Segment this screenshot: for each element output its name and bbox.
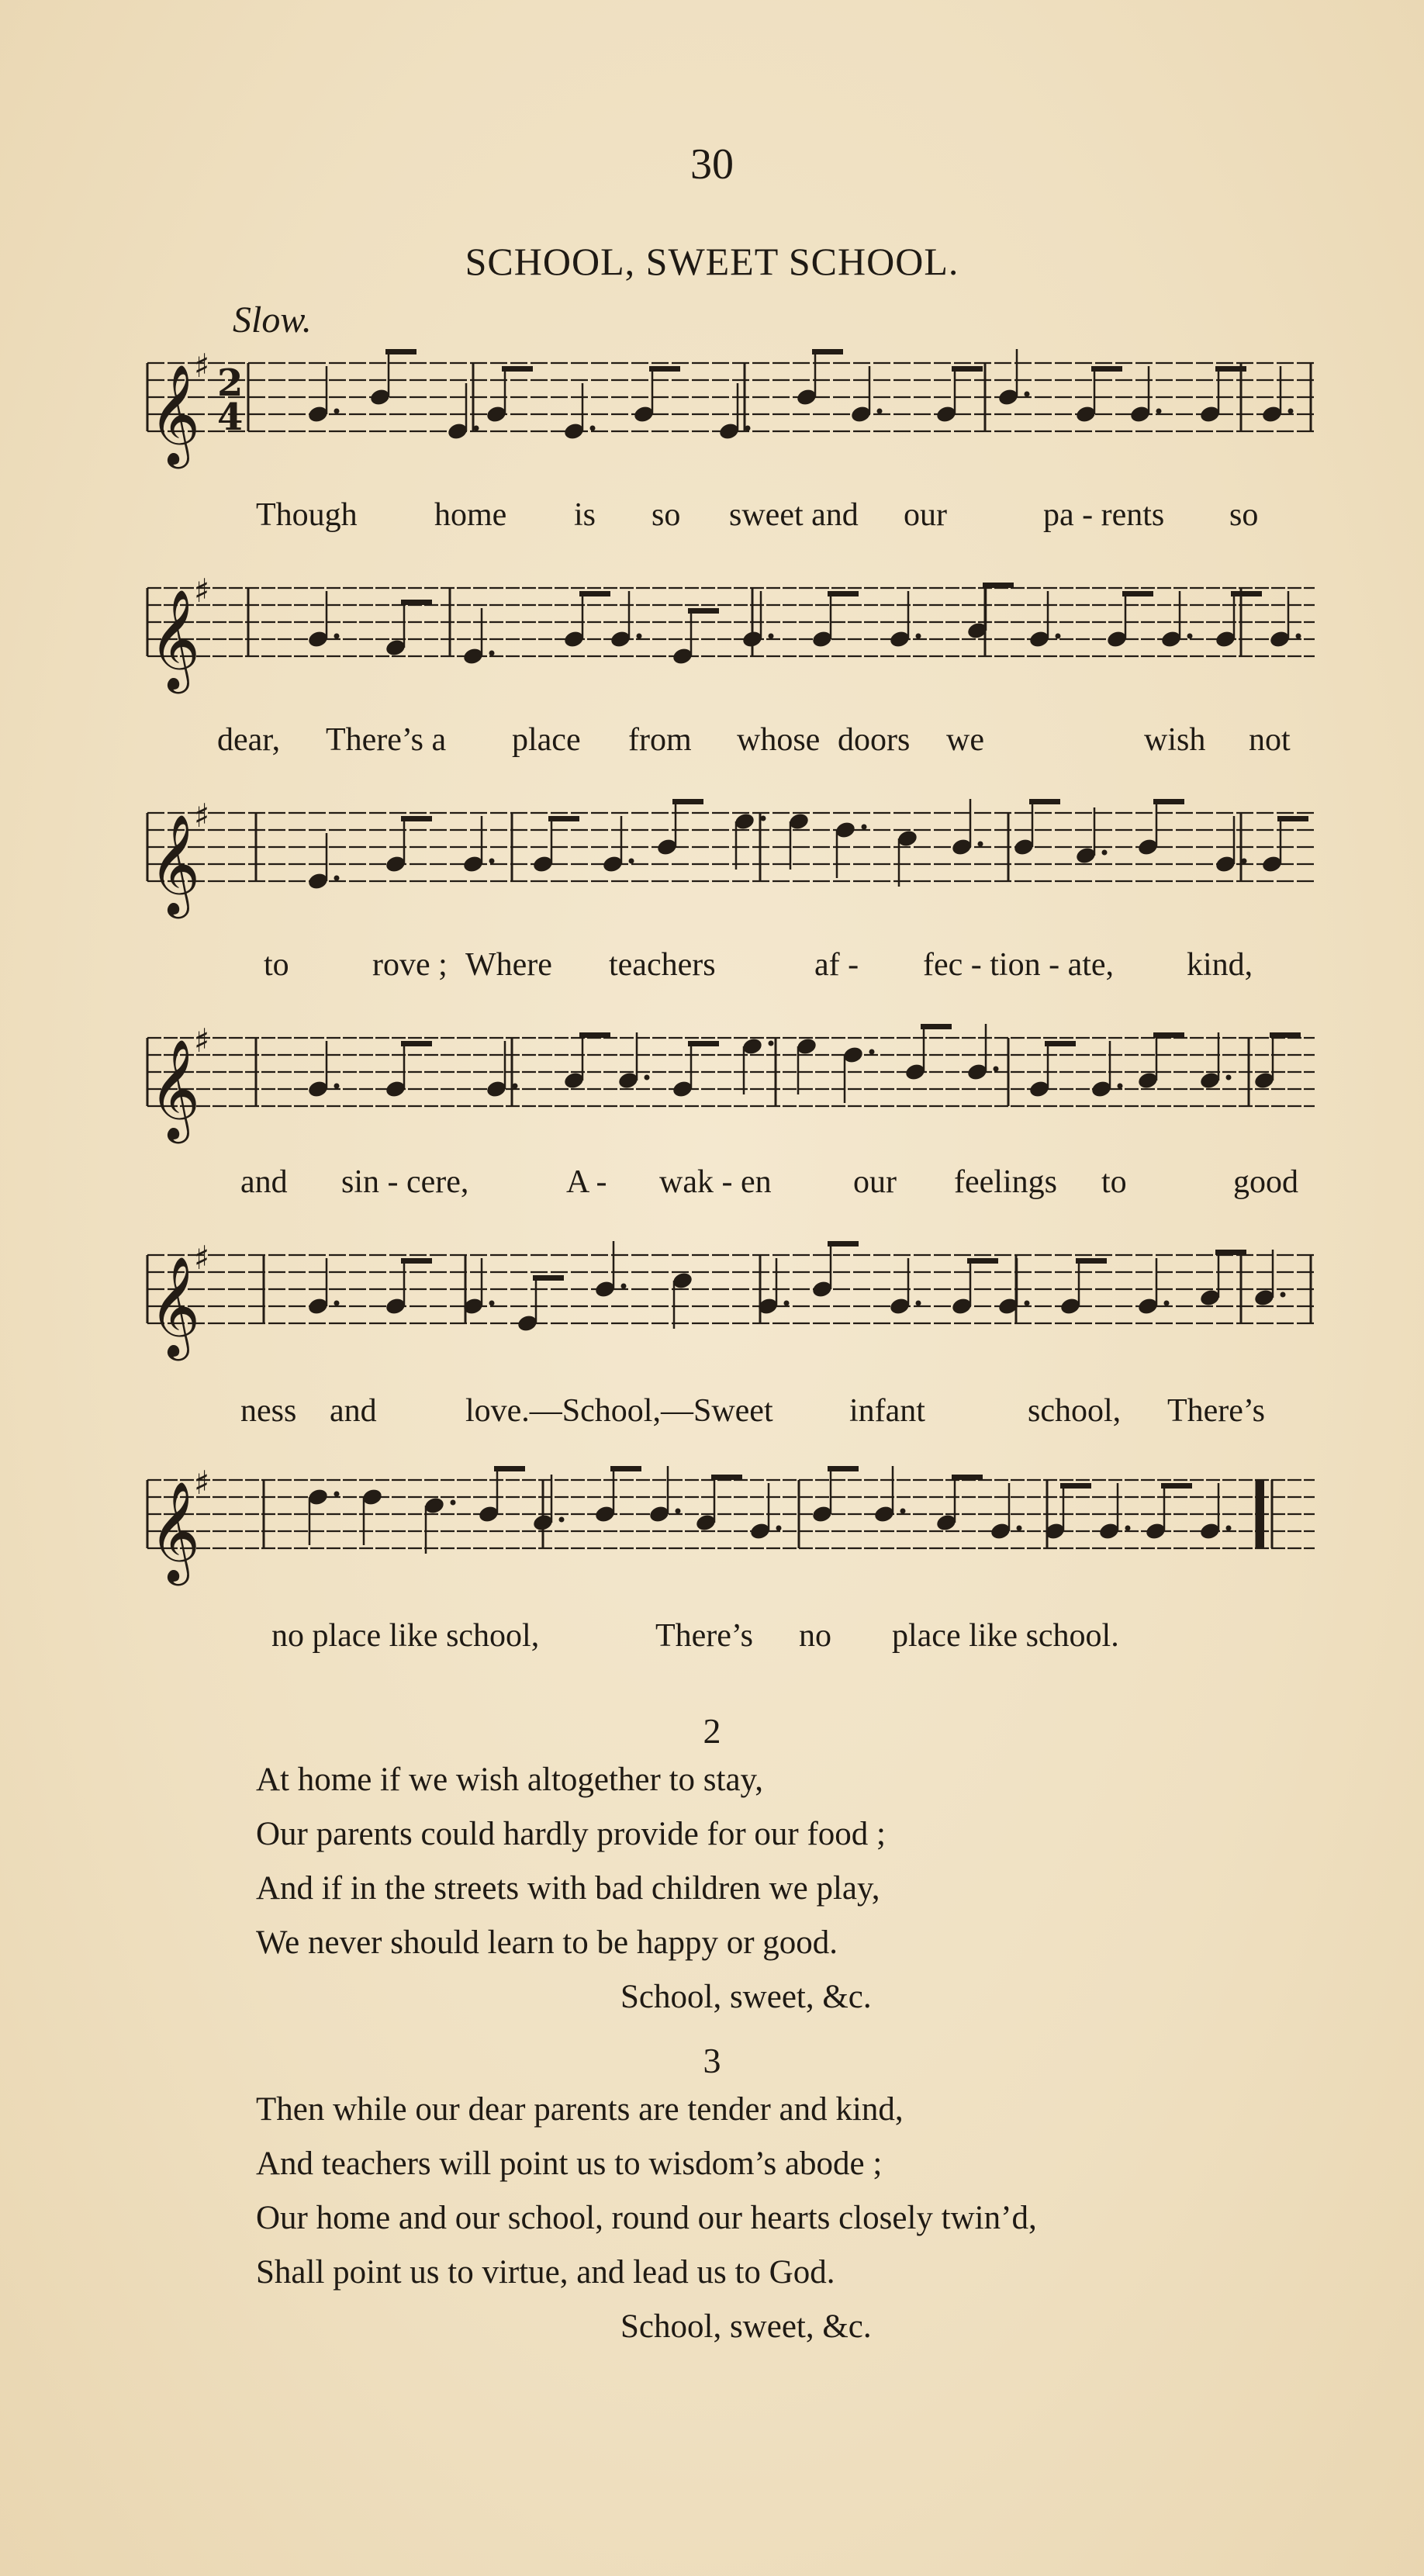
lyric-line-6 — [140, 1617, 1319, 1664]
verse-number: 2 — [703, 1711, 721, 1751]
lyric-word: There’s a — [326, 722, 447, 758]
lyric-word: doors — [838, 722, 911, 758]
lyric-word: home — [434, 497, 507, 533]
lyric-word: place like school. — [892, 1618, 1119, 1654]
music-system-4 — [140, 1008, 1319, 1226]
lyric-word: to — [264, 947, 289, 983]
lyric-word: no — [799, 1618, 831, 1654]
lyric-word: from — [628, 722, 692, 758]
svg-text:♯: ♯ — [194, 797, 210, 835]
svg-text:2: 2 — [217, 361, 244, 405]
svg-text:𝄞: 𝄞 — [149, 364, 201, 465]
song-title: SCHOOL, SWEET SCHOOL. — [465, 240, 959, 283]
lyric-word: infant — [849, 1393, 925, 1429]
lyric-word: and — [330, 1393, 377, 1429]
lyric-word: sweet and — [729, 497, 859, 533]
lyric-word: ness — [240, 1393, 297, 1429]
lyric-word: no place like school, — [271, 1618, 540, 1654]
lyric-word: feelings — [954, 1164, 1057, 1200]
lyric-word: af - — [814, 947, 859, 983]
svg-text:♯: ♯ — [194, 347, 210, 385]
svg-text:𝄞: 𝄞 — [149, 814, 201, 915]
verse-refrain: School, sweet, &c. — [620, 2308, 872, 2345]
music-system-2 — [140, 558, 1319, 776]
svg-text:♯: ♯ — [194, 1464, 210, 1502]
lyric-line-1 — [140, 496, 1319, 543]
verse-line: At home if we wish altogether to stay, — [256, 1762, 764, 1798]
lyric-word: wish — [1144, 722, 1206, 758]
lyric-word: sin - cere, — [341, 1164, 469, 1200]
verse-number: 3 — [703, 2041, 721, 2080]
lyric-word: There’s — [1167, 1393, 1265, 1429]
music-system-6 — [140, 1451, 1319, 1668]
music-staff-6 — [140, 1451, 1319, 1606]
music-staff-5 — [140, 1226, 1319, 1381]
music-system-3 — [140, 783, 1319, 1001]
verse-line: Our home and our school, round our hearts closely twin’d, — [256, 2200, 1037, 2236]
music-staff-4 — [140, 1008, 1319, 1164]
lyric-word: good — [1233, 1164, 1298, 1200]
svg-text:♯: ♯ — [194, 572, 210, 610]
svg-text:♯: ♯ — [194, 1239, 210, 1277]
lyric-word: is — [574, 497, 596, 533]
tempo-marking: Slow. — [233, 299, 312, 341]
lyric-line-5 — [140, 1392, 1319, 1439]
verse-refrain: School, sweet, &c. — [620, 1979, 872, 2015]
lyric-line-2 — [140, 721, 1319, 768]
lyric-word: so — [652, 497, 681, 533]
verse-line: And teachers will point us to wisdom’s abode ; — [256, 2146, 883, 2182]
lyric-word: A - — [566, 1164, 607, 1200]
lyric-word: There’s — [655, 1618, 753, 1654]
lyric-word: rove ; — [372, 947, 448, 983]
verse-line: Our parents could hardly provide for our food ; — [256, 1816, 887, 1852]
verse-line: Then while our dear parents are tender and kind, — [256, 2091, 904, 2128]
music-staff-1 — [140, 334, 1319, 489]
lyric-word: Where — [465, 947, 552, 983]
lyric-word: we — [946, 722, 984, 758]
svg-text:𝄞: 𝄞 — [149, 1481, 201, 1582]
lyric-word: not — [1249, 722, 1291, 758]
music-staff-3 — [140, 783, 1319, 939]
lyric-word: teachers — [609, 947, 716, 983]
verse-line: Shall point us to virtue, and lead us to God. — [256, 2254, 835, 2291]
lyric-line-3 — [140, 946, 1319, 993]
lyric-word: school, — [1028, 1393, 1122, 1429]
music-system-1 — [140, 334, 1319, 551]
music-staff-2 — [140, 558, 1319, 714]
lyric-word: kind, — [1187, 947, 1253, 983]
lyric-word: our — [904, 497, 947, 533]
lyric-word: wak - en — [659, 1164, 772, 1200]
page-number: 30 — [690, 140, 734, 188]
verse-line: And if in the streets with bad children we play, — [256, 1870, 880, 1907]
svg-text:♯: ♯ — [194, 1022, 210, 1060]
lyric-word: fec - tion - ate, — [923, 947, 1115, 983]
lyric-word: our — [853, 1164, 897, 1200]
lyric-word: love.—School,—Sweet — [465, 1393, 773, 1429]
lyric-word: whose — [737, 722, 821, 758]
svg-text:4: 4 — [217, 396, 244, 439]
lyric-word: pa - rents — [1043, 497, 1165, 533]
svg-text:𝄞: 𝄞 — [149, 1256, 201, 1357]
lyric-word: and — [240, 1164, 288, 1200]
lyric-line-4 — [140, 1164, 1319, 1210]
svg-text:𝄞: 𝄞 — [149, 1039, 201, 1139]
lyric-word: place — [512, 722, 581, 758]
lyric-word: so — [1229, 497, 1259, 533]
lyric-word: dear, — [217, 722, 281, 758]
lyric-word: Though — [256, 497, 358, 533]
music-system-5 — [140, 1226, 1319, 1443]
lyric-word: to — [1101, 1164, 1127, 1200]
verse-line: We never should learn to be happy or good. — [256, 1924, 838, 1961]
svg-text:𝄞: 𝄞 — [149, 589, 201, 690]
